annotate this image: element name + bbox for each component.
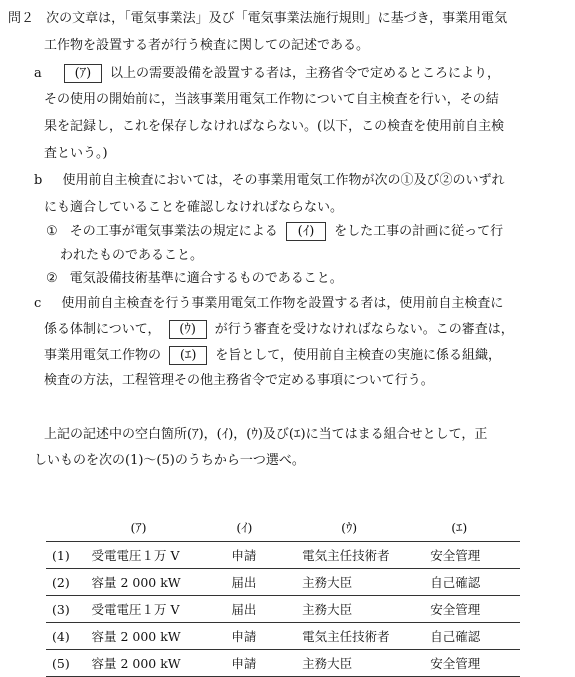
blank-d-box: (ｴ)	[169, 346, 207, 365]
cell-c: 主務大臣	[301, 569, 429, 596]
question-header	[8, 10, 507, 28]
choice-number: (2)	[46, 569, 90, 596]
item-a-line-3: 果を記録し，これを保存しなければならない。(以下，この検査を使用前自主検	[44, 119, 505, 134]
sub-1-post: をした工事の計画に従って行	[334, 224, 504, 239]
intro-line-2: 工作物を設置する者が行う検査に関しての記述である。	[44, 38, 370, 53]
item-a-label: a	[34, 66, 42, 81]
header-empty	[46, 513, 90, 542]
choice-number: (5)	[46, 650, 90, 677]
blank-a-box: (ｱ)	[64, 64, 102, 83]
cell-d: 自己確認	[429, 623, 520, 650]
item-b-line-2: にも適合していることを確認しなければならない。	[44, 200, 344, 215]
cell-b: 申請	[230, 542, 301, 569]
item-b-line-1: 使用前自主検査においては，その事業用電気工作物が次の①及び②のいずれ	[62, 173, 505, 188]
cell-c: 主務大臣	[301, 596, 429, 623]
item-b-sub-2	[46, 270, 343, 288]
answer-row-3	[46, 596, 520, 623]
answer-row-5	[46, 650, 520, 677]
sub-2-mark: ②	[46, 271, 58, 286]
cell-a: 受電電圧１万 V	[90, 542, 230, 569]
header-a: (ｱ)	[130, 520, 147, 535]
sub-1-pre: その工事が電気事業法の規定による	[69, 224, 278, 239]
header-d: (ｴ)	[451, 520, 468, 535]
item-c-line-3	[44, 346, 501, 365]
cell-c: 主務大臣	[301, 650, 429, 677]
cell-d: 安全管理	[429, 596, 520, 623]
cell-b: 届出	[230, 569, 301, 596]
answer-row-4	[46, 623, 520, 650]
answer-table-header	[46, 513, 520, 542]
cell-b: 申請	[230, 650, 301, 677]
prompt-line-2: しいものを次の(1)～(5)のうちから一つ選べ。	[34, 453, 305, 468]
cell-d: 安全管理	[429, 650, 520, 677]
item-c-line-4: 検査の方法，工程管理その他主務省令で定める事項について行う。	[44, 373, 434, 388]
item-c	[34, 295, 503, 313]
cell-a: 容量 2 000 kW	[90, 650, 230, 677]
item-c-line-1: 使用前自主検査を行う事業用電気工作物を設置する者は，使用前自主検査に	[61, 296, 504, 311]
sub-2-text: 電気設備技術基準に適合するものであること。	[69, 271, 343, 286]
cell-d: 安全管理	[429, 542, 520, 569]
header-c: (ｳ)	[341, 520, 358, 535]
cell-c: 電気主任技術者	[301, 542, 429, 569]
item-a-line-2: その使用の開始前に，当該事業用電気工作物について自主検査を行い，その結	[44, 92, 499, 107]
cell-c: 電気主任技術者	[301, 623, 429, 650]
blank-b-box: (ｲ)	[286, 222, 326, 241]
item-c-l2-pre: 係る体制について，	[44, 322, 161, 337]
answer-table	[46, 513, 520, 677]
cell-b: 届出	[230, 596, 301, 623]
item-b-label: b	[34, 173, 43, 188]
cell-a: 容量 2 000 kW	[90, 623, 230, 650]
intro-line-1: 次の文章は，「電気事業法」及び「電気事業法施行規則」に基づき，事業用電気	[46, 11, 508, 26]
item-a-line-4: 査という。)	[44, 146, 108, 161]
item-c-l2-post: が行う審査を受けなければならない。この審査は，	[214, 322, 514, 337]
choice-number: (1)	[46, 542, 90, 569]
item-b	[34, 172, 504, 190]
choice-number: (4)	[46, 623, 90, 650]
item-a	[34, 64, 500, 83]
answer-row-1	[46, 542, 520, 569]
item-c-l3-post: を旨として，使用前自主検査の実施に係る組織，	[215, 348, 502, 363]
prompt-line-1: 上記の記述中の空白箇所(ｱ)，(ｲ)，(ｳ)及び(ｴ)に当てはまる組合せとして，正	[44, 427, 488, 442]
blank-c-box: (ｳ)	[169, 320, 207, 339]
cell-a: 容量 2 000 kW	[90, 569, 230, 596]
cell-d: 自己確認	[429, 569, 520, 596]
choice-number: (3)	[46, 596, 90, 623]
answer-row-2	[46, 569, 520, 596]
question-number: 問２	[8, 11, 35, 26]
item-c-line-2	[44, 320, 514, 339]
header-b: (ｲ)	[236, 520, 253, 535]
item-c-label: c	[34, 296, 42, 311]
cell-b: 申請	[230, 623, 301, 650]
item-b-sub-1	[46, 222, 503, 241]
sub-1-mark: ①	[46, 224, 58, 239]
item-a-line-1: 以上の需要設備を設置する者は，主務省令で定めるところにより，	[110, 66, 501, 81]
cell-a: 受電電圧１万 V	[90, 596, 230, 623]
item-c-l3-pre: 事業用電気工作物の	[44, 348, 162, 363]
sub-1-line-2: われたものであること。	[60, 248, 204, 263]
